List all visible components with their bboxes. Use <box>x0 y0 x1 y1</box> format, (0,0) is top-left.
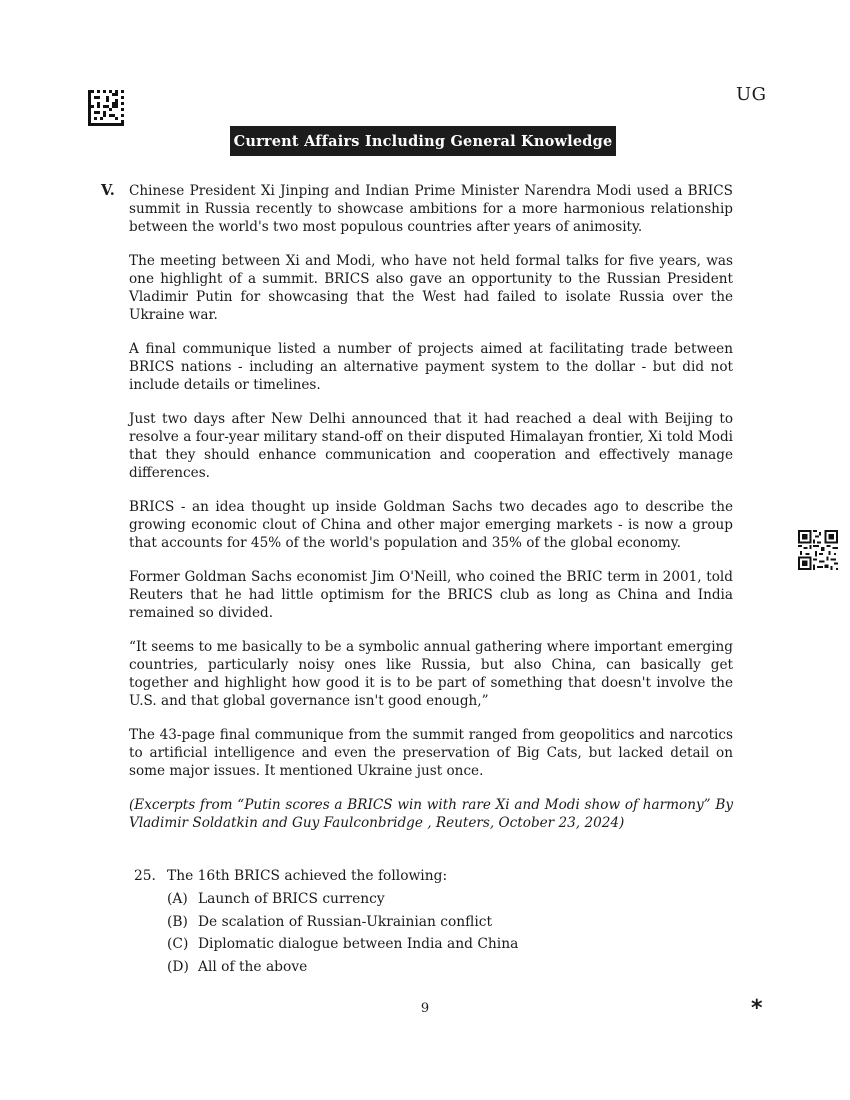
passage-paragraph: Former Goldman Sachs economist Jim O'Neill, who coined the BRIC term in 2001, told Reuters that he had little optimism for the BRICS club as long as China and India remained so divided. <box>129 569 733 621</box>
passage-number: V. <box>101 182 115 199</box>
answer-option-d[interactable] <box>167 956 734 979</box>
question-number: 25. <box>134 868 156 884</box>
option-text: All of the above <box>198 958 308 975</box>
option-label: (B) <box>167 913 188 930</box>
answer-option-c[interactable] <box>167 933 734 956</box>
passage-paragraph: The meeting between Xi and Modi, who have not held formal talks for five years, was one highlight of a summit. BRICS also gave an opportunity to the Russian President Vladimir Putin for showcasing that the West had failed to isolate Russia over the Ukraine war. <box>129 253 733 323</box>
passage-citation: (Excerpts from “Putin scores a BRICS win with rare Xi and Modi show of harmony” By Vladimir Soldatkin and Guy Faulconbridge , Reuters, October 23, 2024) <box>129 797 733 831</box>
asterisk-mark: * <box>751 996 763 1021</box>
answer-option-a[interactable] <box>167 888 734 911</box>
question-text: The 16th BRICS achieved the following: <box>167 868 448 884</box>
page-number: 9 <box>420 1001 430 1016</box>
passage-body <box>129 182 733 832</box>
passage-paragraph: A final communique listed a number of projects aimed at facilitating trade between BRICS nations - including an alternative payment system to the dollar - but did not include details or timelines. <box>129 341 733 393</box>
paper-code-label: UG <box>736 84 767 105</box>
passage-paragraph: The 43-page final communique from the summit ranged from geopolitics and narcotics to artificial intelligence and even the preservation of Big Cats, but lacked detail on some major issues. It mentioned Ukraine just once. <box>129 727 733 779</box>
option-text: De scalation of Russian-Ukrainian conflict <box>198 913 493 930</box>
qr-code-icon <box>798 530 838 570</box>
answer-option-b[interactable] <box>167 911 734 934</box>
option-text: Launch of BRICS currency <box>198 891 385 908</box>
passage-paragraph: “It seems to me basically to be a symbolic annual gathering where important emerging countries, particularly noisy ones like Russia, but also China, can basically get together and highlight how good it is to be part of something that doesn't involve the U.S. and that global governance isn't good enough,” <box>129 639 733 709</box>
option-text: Diplomatic dialogue between India and China <box>198 936 519 953</box>
passage-paragraph: BRICS - an idea thought up inside Goldman Sachs two decades ago to describe the growing economic clout of China and other major emerging markets - is now a group that accounts for 45% of the world's population and 35% of the global economy. <box>129 499 733 551</box>
answer-options <box>167 888 734 978</box>
option-label: (A) <box>167 891 188 908</box>
passage-paragraph: Chinese President Xi Jinping and Indian Prime Minister Narendra Modi used a BRICS summit in Russia recently to showcase ambitions for a more harmonious relationship between the world's two most populous countries after years of animosity. <box>129 183 733 235</box>
passage-paragraph: Just two days after New Delhi announced that it had reached a deal with Beijing to resolve a four-year military stand-off on their disputed Himalayan frontier, Xi told Modi that they should enhance communication and cooperation and effectively manage differences. <box>129 411 733 481</box>
option-label: (C) <box>167 936 189 953</box>
datamatrix-barcode-icon <box>88 90 124 126</box>
question-25 <box>134 868 734 978</box>
subject-title-banner: Current Affairs Including General Knowledge <box>230 126 616 156</box>
option-label: (D) <box>167 958 189 975</box>
